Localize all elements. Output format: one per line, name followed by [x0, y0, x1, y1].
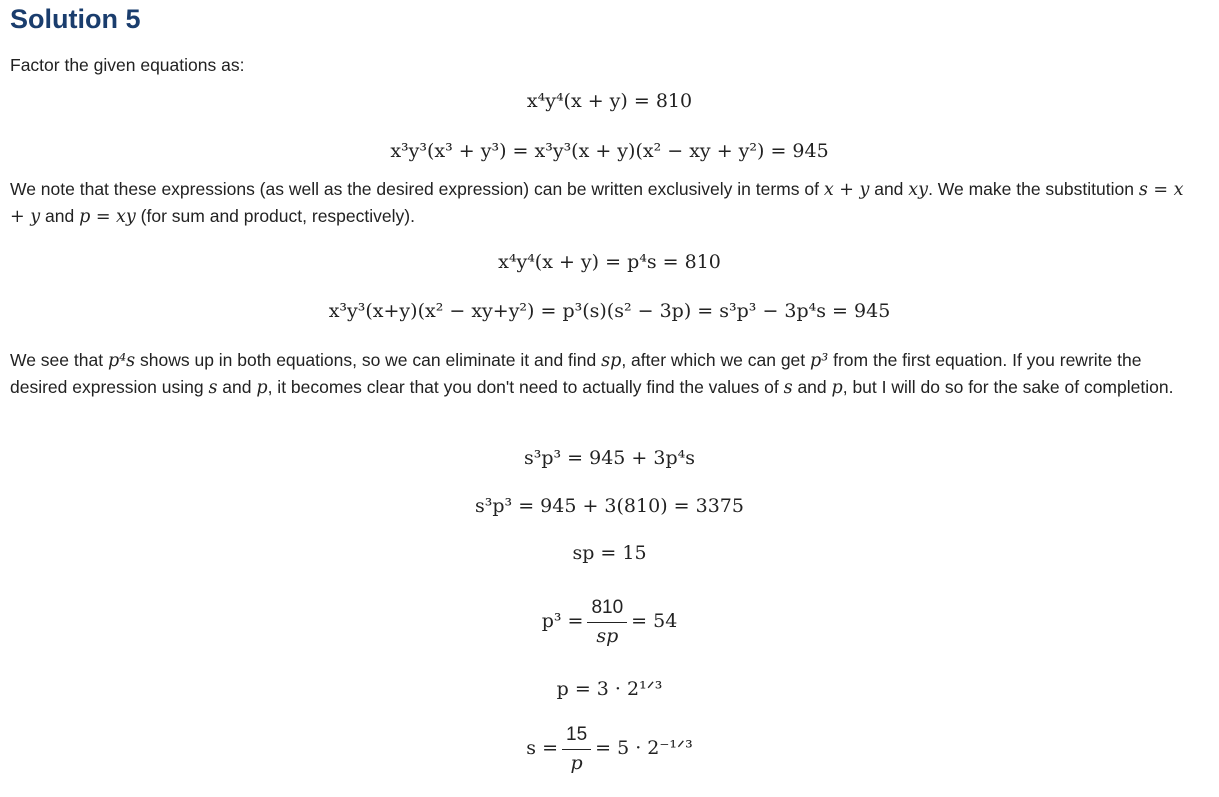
equation-4: x³y³(x+y)(x² − xy+y²) = p³(s)(s² − 3p) = s³p³ − 3p⁴s = 945: [328, 300, 891, 322]
page-title: Solution 5: [10, 4, 141, 34]
equation-10: [0, 724, 1219, 774]
equation-3: x⁴y⁴(x + y) = p⁴s = 810: [498, 251, 721, 273]
para3-text-1: We see that: [10, 350, 108, 370]
para3-text-8: , but I will do so for the sake of completion.: [842, 377, 1174, 397]
para2-text-5: (for sum and product, respectively).: [135, 206, 415, 226]
para3-text-7: and: [792, 377, 832, 397]
para3-math-3: p³: [810, 351, 829, 371]
eq8-denominator: sp: [596, 625, 619, 647]
eq10-rhs: = 5 · 2⁻¹ᐟ³: [595, 737, 693, 759]
para2-math-3: s = x + y: [10, 180, 1184, 227]
para3-math-7: p: [831, 378, 843, 398]
eq10-lhs: s =: [526, 737, 558, 759]
equation-2: x³y³(x³ + y³) = x³y³(x + y)(x² − xy + y²) = 945: [390, 140, 829, 162]
para3-math-5: p: [256, 378, 268, 398]
para3-math-6: s: [783, 378, 793, 398]
para2-text-1: We note that these expressions (as well as the desired expression) can be written exclusively in terms of: [10, 179, 824, 199]
para3-math-2: sp: [601, 351, 622, 371]
equation-1: x⁴y⁴(x + y) = 810: [526, 90, 693, 112]
eq10-denominator: p: [570, 752, 583, 774]
para3-text-4: from the first equation. If you rewrite the desired expression using: [10, 350, 1142, 397]
para3-text-3: , after which we can get: [621, 350, 811, 370]
para2-math-2: xy: [908, 180, 929, 200]
equation-8: [0, 597, 1219, 647]
para3-text-5: and: [217, 377, 257, 397]
eq8-lhs: p³ =: [541, 610, 584, 632]
para3-math-4: s: [208, 378, 218, 398]
para2-math-4: p = xy: [79, 207, 136, 227]
intro-text: Factor the given equations as:: [10, 55, 245, 75]
eq8-numerator: 810: [587, 597, 627, 623]
eq8-fraction: [587, 597, 627, 647]
equation-6: s³p³ = 945 + 3(810) = 3375: [475, 495, 744, 517]
paragraph-elimination: [10, 347, 1201, 401]
eq8-rhs: = 54: [631, 610, 678, 632]
para2-text-4: and: [40, 206, 80, 226]
para3-text-2: shows up in both equations, so we can eliminate it and find: [135, 350, 602, 370]
para3-text-6: , it becomes clear that you don't need to actually find the values of: [267, 377, 784, 397]
para2-text-2: and: [869, 179, 909, 199]
equation-9: p = 3 · 2¹ᐟ³: [556, 678, 663, 700]
eq10-fraction: [562, 724, 591, 774]
equation-7: sp = 15: [572, 542, 647, 564]
para2-text-3: . We make the substitution: [928, 179, 1139, 199]
equation-5: s³p³ = 945 + 3p⁴s: [523, 447, 696, 469]
eq10-numerator: 15: [562, 724, 591, 750]
paragraph-substitution: [10, 176, 1201, 230]
para3-math-1: p⁴s: [107, 351, 136, 371]
para2-math-1: x + y: [823, 180, 870, 200]
